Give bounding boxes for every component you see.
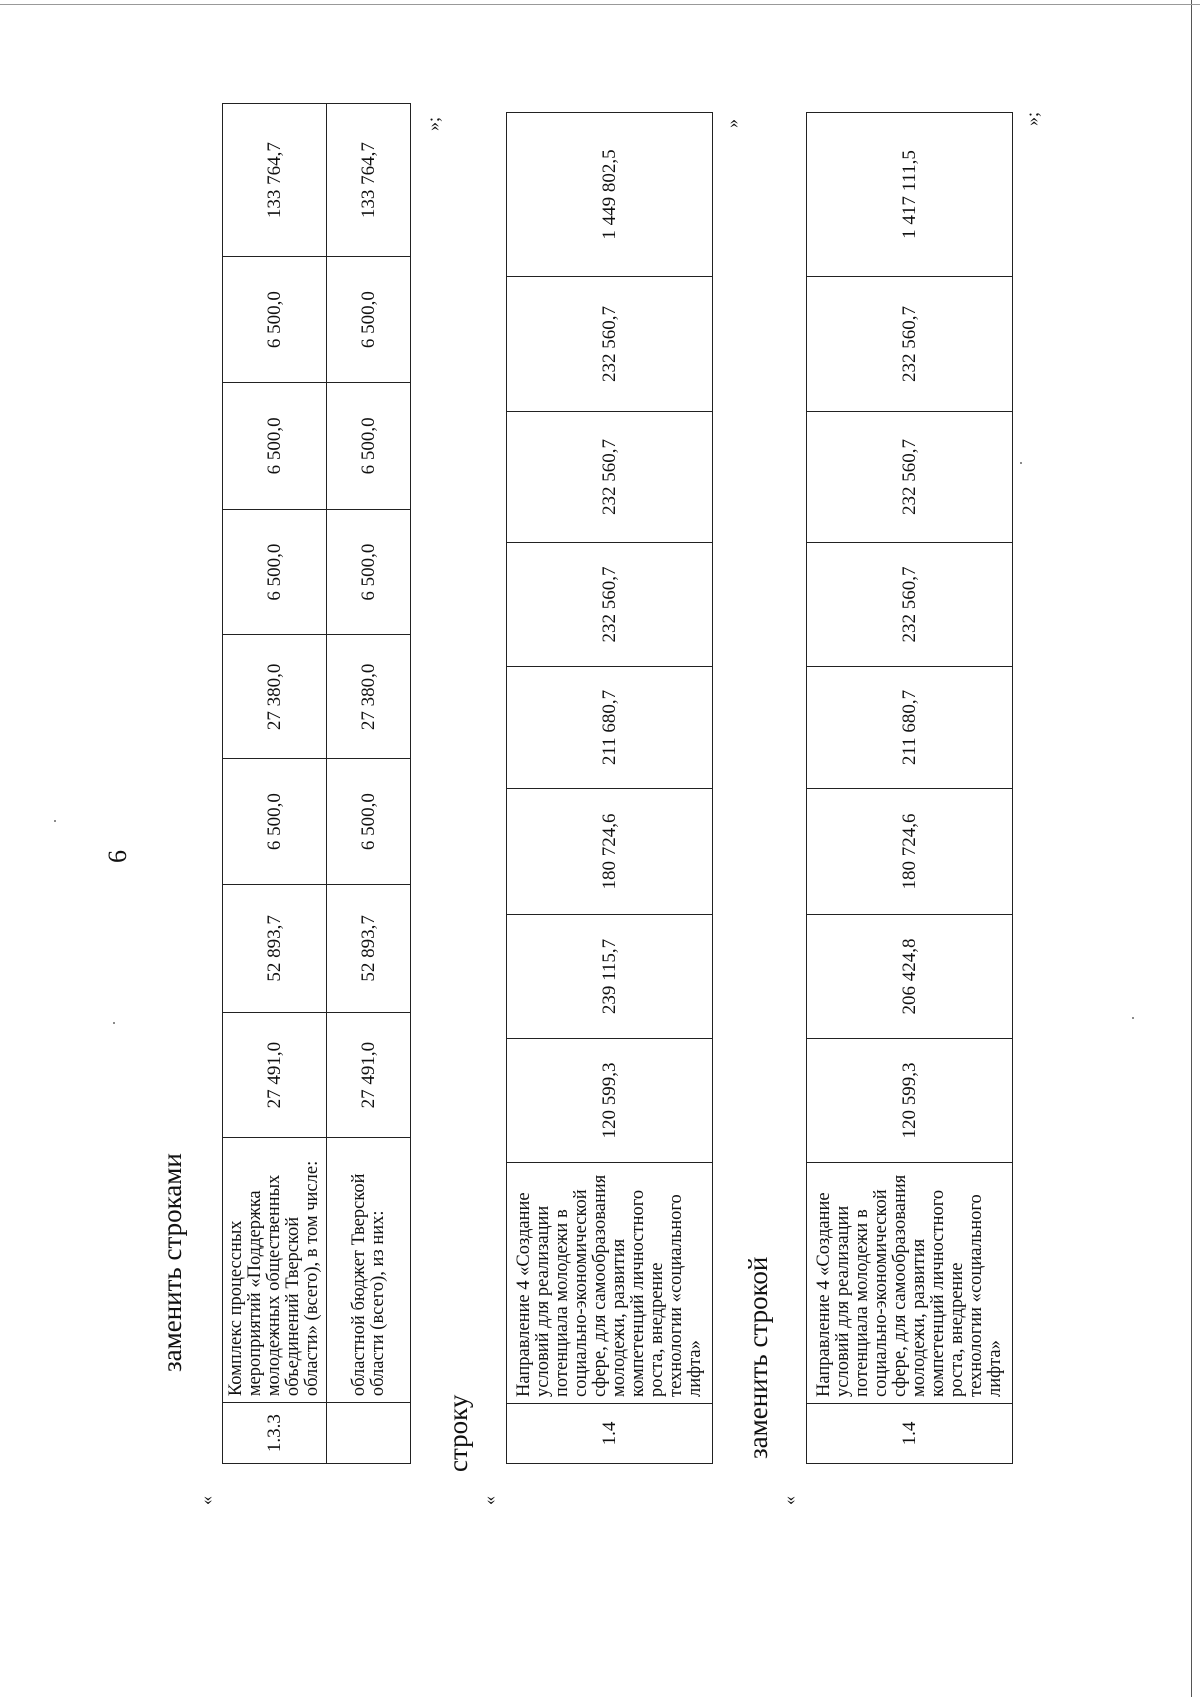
section-3-close-quote: »; — [1022, 111, 1042, 126]
value-cell: 232 560,7 — [807, 277, 1013, 412]
page-number: 6 — [103, 850, 132, 863]
section-2-open-quote: « — [479, 1496, 499, 1505]
section-3-open-quote: « — [779, 1496, 799, 1505]
value-cell: 1 449 802,5 — [507, 113, 713, 277]
value-cell: 232 560,7 — [507, 412, 713, 543]
row-id: 1.3.3 — [223, 1403, 327, 1464]
section-1-close-quote: »; — [423, 116, 443, 131]
value-cell: 6 500,0 — [223, 257, 327, 383]
section-3-table — [806, 112, 1013, 1464]
row-description: областной бюджет Тверской области (всего), из них: — [327, 1138, 411, 1403]
value-cell: 211 680,7 — [507, 667, 713, 789]
value-cell: 232 560,7 — [807, 543, 1013, 667]
value-cell: 6 500,0 — [327, 759, 411, 885]
section-1-intro: заменить строками — [157, 1153, 187, 1372]
value-cell: 206 424,8 — [807, 915, 1013, 1039]
section-2-intro: строку — [443, 1394, 473, 1472]
section-2-table — [506, 112, 713, 1464]
value-cell: 120 599,3 — [507, 1039, 713, 1163]
row-id: 1.4 — [507, 1404, 713, 1464]
value-cell: 133 764,7 — [223, 104, 327, 257]
value-cell: 6 500,0 — [327, 509, 411, 635]
value-cell: 27 491,0 — [327, 1012, 411, 1138]
value-cell: 232 560,7 — [507, 543, 713, 667]
value-cell: 232 560,7 — [807, 412, 1013, 543]
row-id: 1.4 — [807, 1404, 1013, 1464]
value-cell: 27 380,0 — [223, 635, 327, 759]
value-cell: 6 500,0 — [223, 759, 327, 885]
section-3-intro: заменить строкой — [743, 1256, 773, 1459]
value-cell: 211 680,7 — [807, 667, 1013, 789]
value-cell: 52 893,7 — [223, 884, 327, 1012]
table-row — [807, 113, 1013, 1464]
value-cell: 6 500,0 — [223, 509, 327, 635]
row-description: Комплекс процессных мероприятий «Поддержка молодежных общественных объединений Тверской области» (всего), в том числе: — [223, 1138, 327, 1403]
value-cell: 27 491,0 — [223, 1012, 327, 1138]
value-cell: 120 599,3 — [807, 1039, 1013, 1163]
value-cell: 180 724,6 — [507, 789, 713, 915]
value-cell: 1 417 111,5 — [807, 113, 1013, 277]
section-2-close-quote: » — [722, 119, 742, 128]
row-id — [327, 1403, 411, 1464]
value-cell: 232 560,7 — [507, 277, 713, 412]
section-1-table — [222, 103, 411, 1464]
value-cell: 6 500,0 — [223, 382, 327, 509]
value-cell: 6 500,0 — [327, 257, 411, 383]
table-row — [223, 104, 327, 1464]
row-description: Направление 4 «Создание условий для реализации потенциала молодежи в социально-экономической сфере, для самообразования молодежи, развития компетенций личностного роста, внедрение технологии «социального лифта» — [807, 1163, 1013, 1404]
table-row — [327, 104, 411, 1464]
section-1-open-quote: « — [196, 1496, 216, 1505]
value-cell: 52 893,7 — [327, 884, 411, 1012]
value-cell: 6 500,0 — [327, 382, 411, 509]
row-description: Направление 4 «Создание условий для реализации потенциала молодежи в социально-экономической сфере, для самообразования молодежи, развития компетенций личностного роста, внедрение технологии «социального лифта» — [507, 1163, 713, 1404]
value-cell: 133 764,7 — [327, 104, 411, 257]
table-row — [507, 113, 713, 1464]
value-cell: 239 115,7 — [507, 915, 713, 1039]
value-cell: 180 724,6 — [807, 789, 1013, 915]
value-cell: 27 380,0 — [327, 635, 411, 759]
